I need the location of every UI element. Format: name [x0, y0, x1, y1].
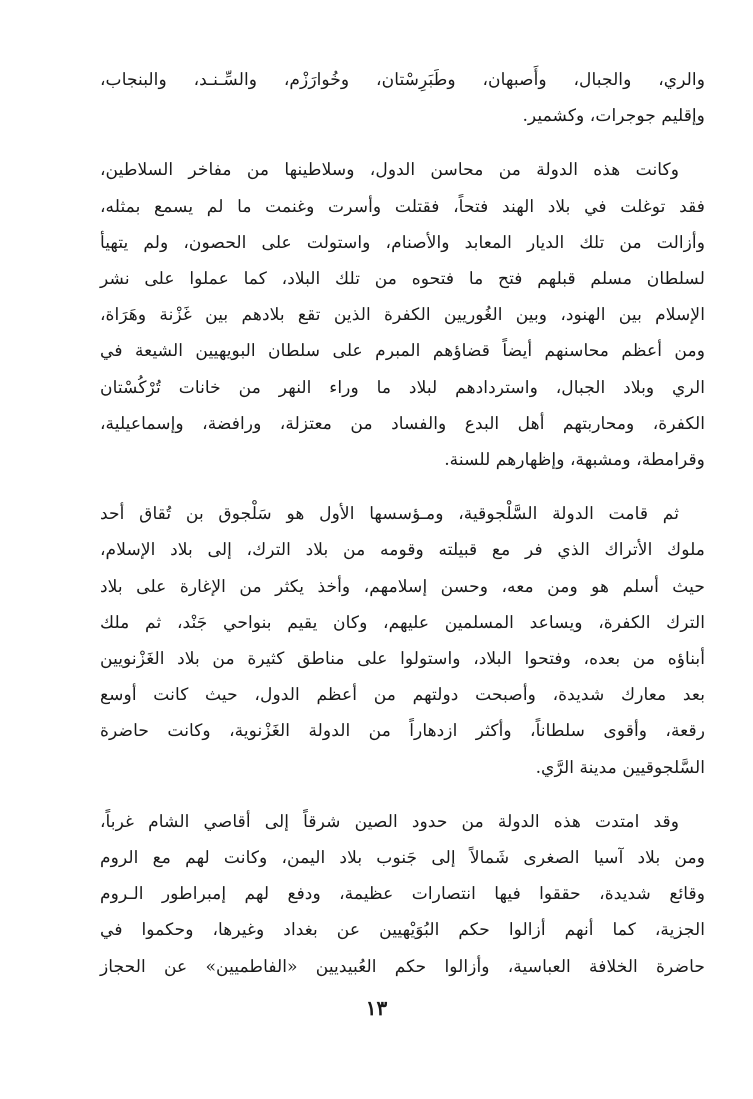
text-line: حاضرة الخلافة العباسية، وأزالوا حكم العُبيديين «الفاطميين» عن الحجاز [100, 956, 705, 977]
text-line: وقائع شديدة، حققوا فيها انتصارات عظيمة، ودفع لهم إمبراطور الـروم [100, 884, 705, 905]
paragraph-2 [100, 152, 705, 478]
page-number: ١٣ [365, 996, 388, 1020]
text-line: ومن بلاد آسيا الصغرى شَمالاً إلى جَنوب بلاد اليمن، وكانت لهم مع الروم [100, 848, 705, 869]
text-line: حيث أسلم هو ومن معه، وحسن إسلامهم، وأخذ يكثر من الإغارة على بلاد [100, 576, 705, 597]
text-line: ملوك الأتراك الذي فر مع قبيلته وقومه من بلاد الترك، إلى بلاد الإسلام، [100, 540, 705, 561]
text-line: رقعة، وأقوى سلطاناً، وأكثر ازدهاراً من الدولة الغَزْنوية، وكانت حاضرة [100, 721, 705, 742]
text-line: لسلطان مسلم قبلهم فتح ما فتحوه من تلك البلاد، كما عملوا على نشر [100, 269, 705, 290]
text-line: وكانت هذه الدولة من محاسن الدول، وسلاطينها من مفاخر السلاطين، [100, 160, 679, 181]
text-line: أبناؤه من بعده، وفتحوا البلاد، واستولوا على مناطق كثيرة من بلاد الغَزْنويين [100, 649, 705, 670]
text-line: وقرامطة، ومشبهة، وإظهارهم للسنة. [444, 450, 705, 471]
text-line: بعد معارك شديدة، وأصبحت دولتهم من أعظم الدول، حيث كانت أوسع [100, 685, 705, 706]
text-line: ومن أعظم محاسنهم أيضاً قضاؤهم المبرم على سلطان البويهيين الشيعة في [100, 341, 705, 362]
text-line: والري، والجبال، وأَصبهان، وطَبَرِسْتان، وخُوارَزْم، والسِّـنـد، والبنجاب، [100, 70, 705, 90]
text-line: السَّلجوقيين مدينة الرَّي. [535, 757, 705, 778]
paragraph-1 [100, 62, 705, 134]
text-line: وإقليم جوجرات، وكشمير. [522, 106, 705, 127]
text-line: الإسلام بين الهنود، وبين الغُوريين الكفرة الذين تقع بلادهم بين غَزْنة وهَرَاة، [100, 305, 705, 326]
paragraph-4 [100, 804, 705, 985]
page-body [100, 62, 705, 1003]
text-line: الري وبلاد الجبال، واستردادهم لبلاد ما وراء النهر من خانات تُرْكُسْتان [100, 377, 705, 398]
paragraph-3 [100, 496, 705, 786]
text-line: الجزية، كما أنهم أزالوا حكم البُوَيْهيين عن بغداد وغيرها، وحكموا في [100, 920, 705, 941]
text-line: الترك الكفرة، ويساعد المسلمين عليهم، وكان يقيم بنواحي جَنْد، ثم ملك [100, 612, 705, 633]
text-line: وقد امتدت هذه الدولة من حدود الصين شرقاً إلى أقاصي الشام غرباً، [100, 811, 679, 832]
text-line: فقد توغلت في بلاد الهند فتحاً، فقتلت وأسرت وغنمت ما لم يسمع بمثله، [100, 196, 705, 217]
text-line: الكفرة، ومحاربتهم أهل البدع والفساد من معتزلة، ورافضة، وإسماعيلية، [100, 413, 705, 434]
text-line: وأزالت من تلك الديار المعابد والأصنام، واستولت على الحصون، ولم يتهيأ [100, 232, 705, 253]
text-line: ثم قامت الدولة السَّلْجوقية، ومـؤسسها الأول هو سَلْجوق بن تُقاق أحد [100, 504, 679, 525]
